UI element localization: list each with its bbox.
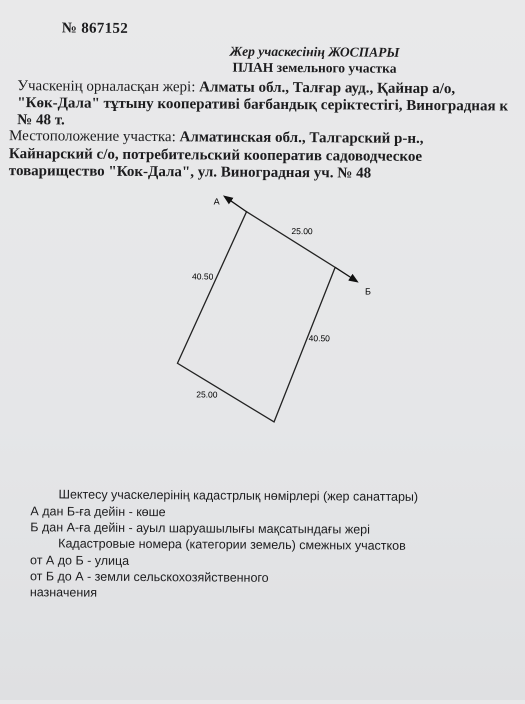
location-kz-label: Учаскенің орналасқан жері:: [17, 78, 196, 96]
side-top-length: 25.00: [291, 226, 313, 237]
legend-kz-a-to-b: А дан Б-ға дейін - көше: [30, 504, 166, 520]
location-kz-line-3: № 48 т.: [17, 112, 65, 129]
legend-ru-a-to-b: от А до Б - улица: [30, 553, 130, 568]
side-bottom-length: 25.00: [196, 389, 218, 400]
point-b-label: Б: [364, 286, 371, 297]
legend-ru-b-to-a-line-2: назначения: [29, 585, 98, 600]
legend-ru-heading: Кадастровые номера (категории земель) смежных участков: [58, 536, 406, 553]
location-ru-line-2: Кайнарский с/о, потребительский кооператив садоводческое: [8, 145, 423, 165]
location-ru-line-3: товарищество "Кок-Дала", ул. Виноградная уч. № 48: [8, 163, 372, 182]
legend-kz-heading: Шектесу учаскелерінің кадастрлық нөмірлері (жер санаттары): [58, 487, 419, 504]
plan-title-ru: ПЛАН земельного участка: [232, 59, 397, 76]
plan-title-kz: Жер учаскесінің ЖОСПАРЫ: [229, 43, 400, 60]
location-ru-value: Алматинская обл., Талгарский р-н.,: [179, 129, 424, 147]
document-number: № 867152: [61, 20, 129, 37]
legend-ru-b-to-a-line-1: от Б до А - земли сельскохозяйственного: [29, 569, 269, 585]
location-kz-value: Алматы обл., Талғар ауд., Қайнар а/о,: [199, 79, 456, 98]
location-ru-label: Местоположение участка:: [8, 128, 176, 146]
boundary-arrow-to-a: [225, 197, 247, 212]
boundary-arrow-to-b: [335, 267, 357, 281]
location-kz-line-2: "Көк-Дала" тұтыну кооперативі бағбандық серіктестігі, Виноградная к: [17, 95, 509, 115]
point-a-label: А: [213, 196, 220, 207]
side-left-length: 40.50: [192, 271, 214, 282]
side-right-length: 40.50: [308, 333, 330, 344]
legend-kz-b-to-a: Б дан А-ға дейін - ауыл шаруашылығы мақсатындағы жері: [30, 520, 371, 537]
